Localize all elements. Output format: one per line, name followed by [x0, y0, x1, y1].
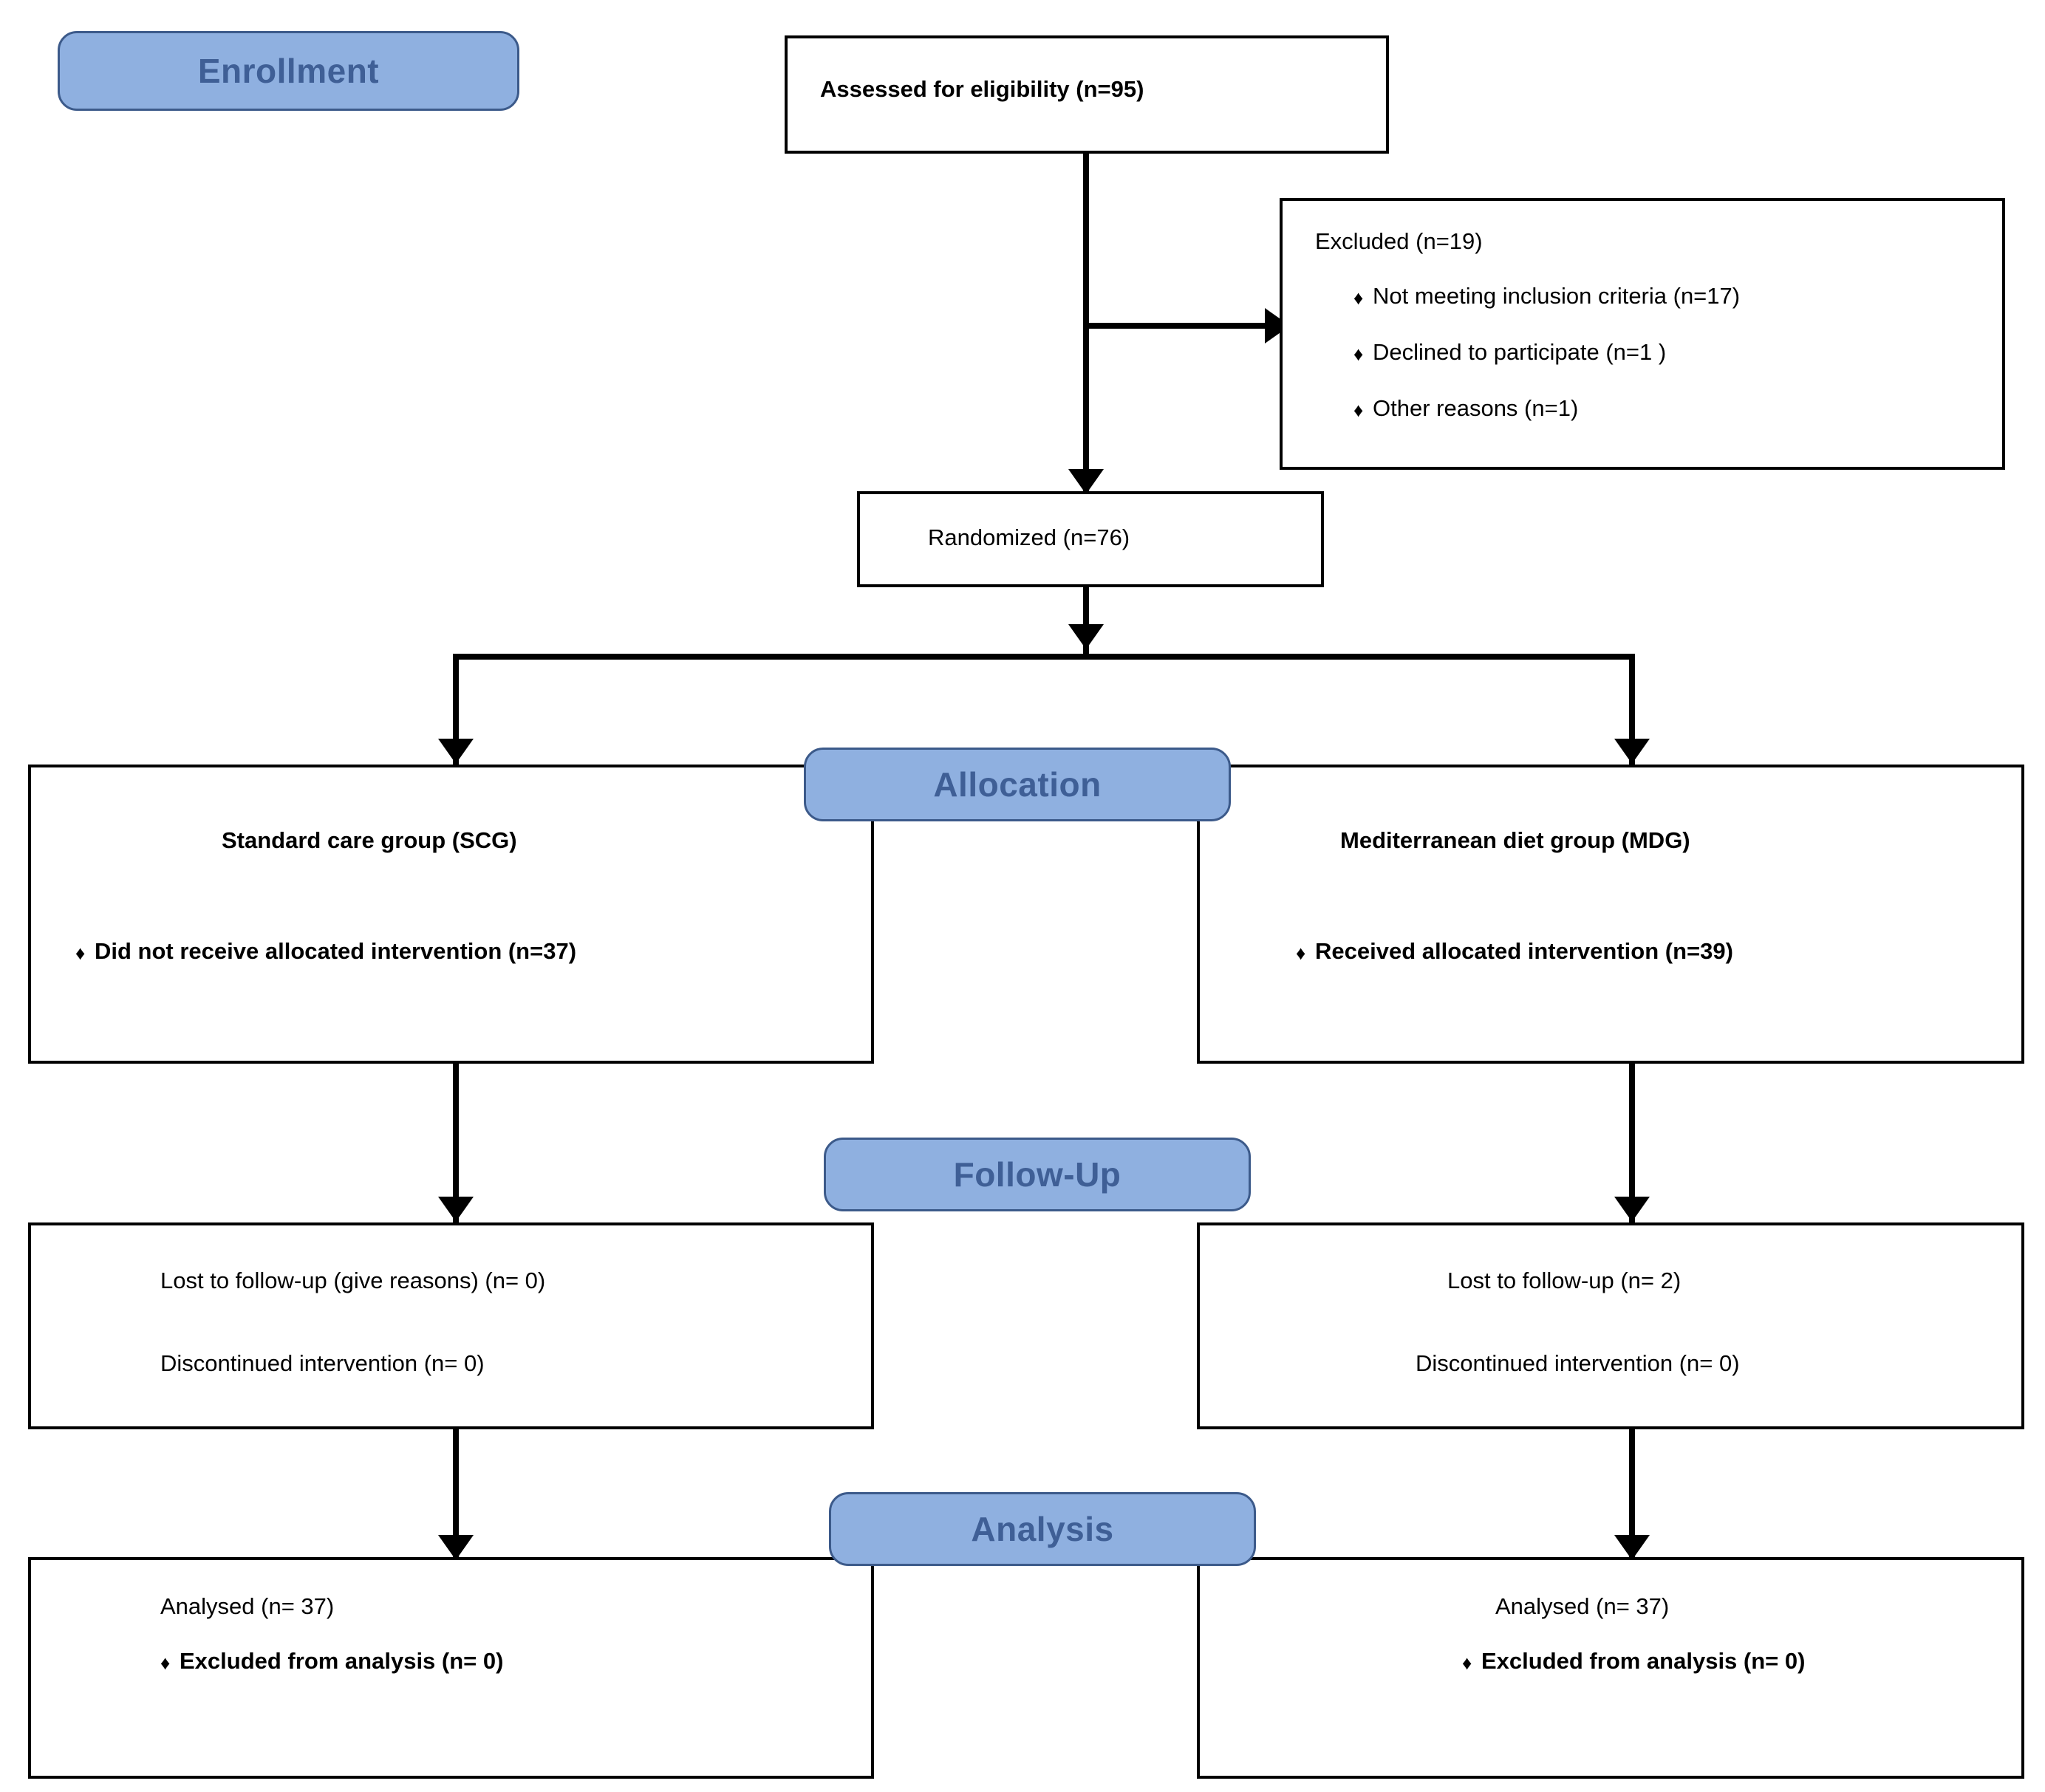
alloc-left-item-0: ♦ Did not receive allocated intervention (n=37): [75, 938, 577, 964]
bullet-icon: ♦: [1462, 1651, 1472, 1674]
bullet-icon: ♦: [1296, 941, 1306, 964]
bullet-icon: ♦: [75, 941, 86, 964]
arrow-alloc-left: [438, 739, 474, 764]
arrow-followup-left: [438, 1197, 474, 1222]
followup-left-line-1: Discontinued intervention (n= 0): [160, 1350, 485, 1376]
box-analysis-mediterranean-diet: [1197, 1557, 2024, 1779]
followup-right-line-1: Discontinued intervention (n= 0): [1416, 1350, 1740, 1376]
stage-label-enrollment: [58, 31, 519, 111]
connector-assessed-down: [1083, 151, 1089, 491]
arrow-followup-right: [1614, 1197, 1650, 1222]
analysis-left-item-0: ♦ Excluded from analysis (n= 0): [160, 1648, 504, 1674]
bullet-icon: ♦: [160, 1651, 171, 1674]
stage-label-enrollment-text: Enrollment: [197, 52, 380, 90]
arrow-analysis-left: [438, 1535, 474, 1560]
connector-split-horizontal: [453, 654, 1635, 660]
stage-label-analysis-text: Analysis: [971, 1510, 1114, 1548]
excluded-heading: Excluded (n=19): [1315, 228, 1483, 254]
box-assessed-for-eligibility: [785, 35, 1389, 154]
box-analysis-standard-care: [28, 1557, 874, 1779]
bullet-icon: ♦: [1353, 342, 1364, 365]
randomized-text: Randomized (n=76): [928, 524, 1130, 550]
box-followup-standard-care: [28, 1222, 874, 1429]
arrow-to-randomized: [1068, 469, 1104, 494]
stage-label-allocation: [804, 748, 1231, 821]
assessed-text: Assessed for eligibility (n=95): [820, 76, 1144, 102]
box-followup-mediterranean-diet: [1197, 1222, 2024, 1429]
bullet-icon: ♦: [1353, 286, 1364, 309]
box-excluded: [1280, 198, 2005, 470]
analysis-left-heading: Analysed (n= 37): [160, 1593, 335, 1619]
excluded-item-2: ♦ Other reasons (n=1): [1353, 395, 1579, 421]
alloc-right-heading: Mediterranean diet group (MDG): [1340, 827, 1690, 853]
stage-label-analysis: [829, 1492, 1256, 1566]
arrow-randomized-split: [1068, 624, 1104, 649]
arrow-alloc-right: [1614, 739, 1650, 764]
box-allocation-mediterranean-diet: [1197, 765, 2024, 1064]
excluded-item-0: ♦ Not meeting inclusion criteria (n=17): [1353, 283, 1741, 309]
stage-label-followup: [824, 1138, 1251, 1211]
stage-label-followup-text: Follow-Up: [953, 1155, 1121, 1194]
arrow-analysis-right: [1614, 1535, 1650, 1560]
box-allocation-standard-care: [28, 765, 874, 1064]
connector-to-excluded: [1083, 323, 1268, 329]
stage-label-allocation-text: Allocation: [933, 765, 1102, 804]
analysis-right-item-0: ♦ Excluded from analysis (n= 0): [1462, 1648, 1806, 1674]
alloc-left-heading: Standard care group (SCG): [222, 827, 517, 853]
box-randomized: [857, 491, 1324, 587]
alloc-right-item-0: ♦ Received allocated intervention (n=39): [1296, 938, 1733, 964]
followup-left-line-0: Lost to follow-up (give reasons) (n= 0): [160, 1268, 546, 1293]
analysis-right-heading: Analysed (n= 37): [1495, 1593, 1670, 1619]
bullet-icon: ♦: [1353, 398, 1364, 421]
excluded-item-1: ♦ Declined to participate (n=1 ): [1353, 339, 1667, 365]
followup-right-line-0: Lost to follow-up (n= 2): [1447, 1268, 1682, 1293]
